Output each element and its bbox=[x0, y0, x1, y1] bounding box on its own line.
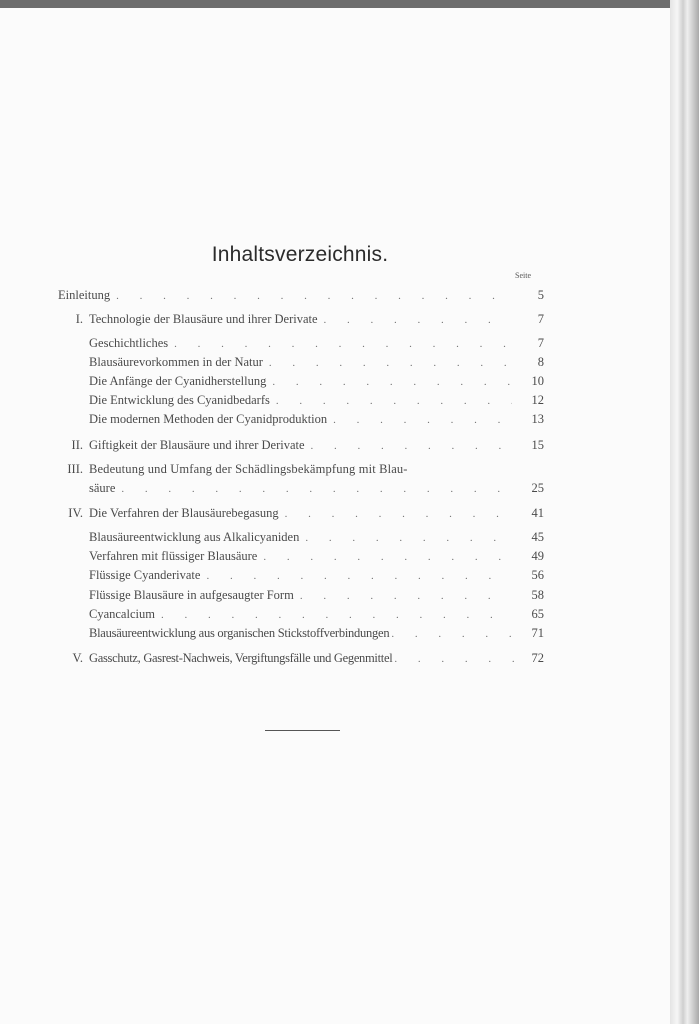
toc-entry-label: Blausäureentwicklung aus organischen Stickstoffverbindungen bbox=[89, 626, 390, 640]
toc-entry-page: 7 bbox=[537, 336, 544, 350]
toc-subentry bbox=[89, 393, 544, 408]
toc-entry-label: Einleitung bbox=[58, 288, 111, 302]
leader-dots bbox=[272, 376, 512, 388]
toc-entry-page: 10 bbox=[531, 374, 544, 388]
page-column-header: Seite bbox=[515, 271, 531, 280]
toc-entry-label: Blausäurevorkommen in der Natur bbox=[89, 355, 263, 369]
toc-subentry bbox=[89, 412, 544, 427]
toc-entry-label: Die Entwicklung des Cyanidbedarfs bbox=[89, 393, 270, 407]
toc-entry-number: I. bbox=[75, 312, 83, 326]
leader-dots bbox=[324, 314, 512, 326]
toc-entry bbox=[89, 481, 544, 496]
toc-subentry bbox=[89, 355, 544, 370]
toc-entry-page: 8 bbox=[537, 355, 544, 369]
toc-entry-label: Die modernen Methoden der Cyanidproduktion bbox=[89, 412, 328, 426]
toc-entry-page: 45 bbox=[531, 530, 544, 544]
leader-dots bbox=[285, 508, 512, 520]
toc-entry-number: IV. bbox=[68, 506, 83, 520]
toc-entry-label: Cyancalcium bbox=[89, 607, 155, 621]
toc-entry-page: 12 bbox=[531, 393, 544, 407]
leader-dots bbox=[333, 414, 512, 426]
toc-entry-page: 13 bbox=[531, 412, 544, 426]
leader-dots bbox=[116, 290, 512, 302]
toc-entry-page: 41 bbox=[531, 506, 544, 520]
toc-entry-page: 5 bbox=[537, 288, 544, 302]
toc-entry-label: Gasschutz, Gasrest-Nachweis, Vergiftungsfälle und Gegenmittel bbox=[89, 651, 393, 665]
toc-entry-label: Geschichtliches bbox=[89, 336, 169, 350]
leader-dots bbox=[305, 532, 512, 544]
leader-dots bbox=[269, 357, 512, 369]
toc-entry-page: 25 bbox=[531, 481, 544, 495]
toc-entry bbox=[89, 506, 544, 521]
toc-entry-page: 71 bbox=[531, 626, 544, 640]
toc-subentry bbox=[89, 626, 544, 641]
leader-dots bbox=[300, 590, 512, 602]
toc-entry bbox=[89, 312, 544, 327]
leader-dots bbox=[263, 551, 512, 563]
leader-dots bbox=[276, 395, 512, 407]
leader-dots bbox=[391, 628, 516, 640]
toc-entry bbox=[89, 651, 544, 666]
toc-entry-label: Bedeutung und Umfang der Schädlingsbekämpfung mit Blau- bbox=[89, 462, 408, 476]
toc-subentry bbox=[89, 588, 544, 603]
leader-dots bbox=[206, 570, 512, 582]
toc-entry-label: Technologie der Blausäure und ihrer Derivate bbox=[89, 312, 318, 326]
toc-entry-label-continued: säure bbox=[89, 481, 116, 495]
toc-subentry bbox=[89, 607, 544, 622]
leader-dots bbox=[174, 338, 512, 350]
leader-dots bbox=[121, 483, 512, 495]
toc-entry-number: V. bbox=[72, 651, 83, 665]
toc-entry-page: 7 bbox=[537, 312, 544, 326]
toc-entry-label: Flüssige Cyanderivate bbox=[89, 568, 201, 582]
toc-subentry bbox=[89, 374, 544, 389]
leader-dots bbox=[161, 609, 512, 621]
toc-subentry bbox=[89, 568, 544, 583]
leader-dots bbox=[311, 440, 512, 452]
page-title: Inhaltsverzeichnis. bbox=[211, 243, 389, 266]
toc-subentry bbox=[89, 530, 544, 545]
toc-entry-page: 15 bbox=[531, 438, 544, 452]
toc-entry-label: Verfahren mit flüssiger Blausäure bbox=[89, 549, 258, 563]
toc-entry-number: III. bbox=[67, 462, 83, 476]
toc-entry-number: II. bbox=[71, 438, 83, 452]
toc-entry-label: Blausäureentwicklung aus Alkalicyaniden bbox=[89, 530, 300, 544]
toc-entry-page: 65 bbox=[531, 607, 544, 621]
toc-entry-label: Giftigkeit der Blausäure und ihrer Derivate bbox=[89, 438, 305, 452]
toc-entry-label: Die Anfänge der Cyanidherstellung bbox=[89, 374, 267, 388]
toc-entry-page: 49 bbox=[531, 549, 544, 563]
toc-subentry bbox=[89, 549, 544, 564]
closing-rule bbox=[265, 730, 340, 731]
toc-entry bbox=[58, 288, 544, 303]
scan-top-edge bbox=[0, 0, 699, 8]
toc-entry bbox=[89, 438, 544, 453]
leader-dots bbox=[394, 653, 516, 665]
toc-entry-page: 58 bbox=[531, 588, 544, 602]
toc-entry-label: Die Verfahren der Blausäurebegasung bbox=[89, 506, 279, 520]
toc-entry-page: 56 bbox=[531, 568, 544, 582]
book-gutter bbox=[670, 0, 699, 1024]
toc-subentry bbox=[89, 336, 544, 351]
toc-entry-label: Flüssige Blausäure in aufgesaugter Form bbox=[89, 588, 294, 602]
toc-entry-page: 72 bbox=[531, 651, 544, 665]
